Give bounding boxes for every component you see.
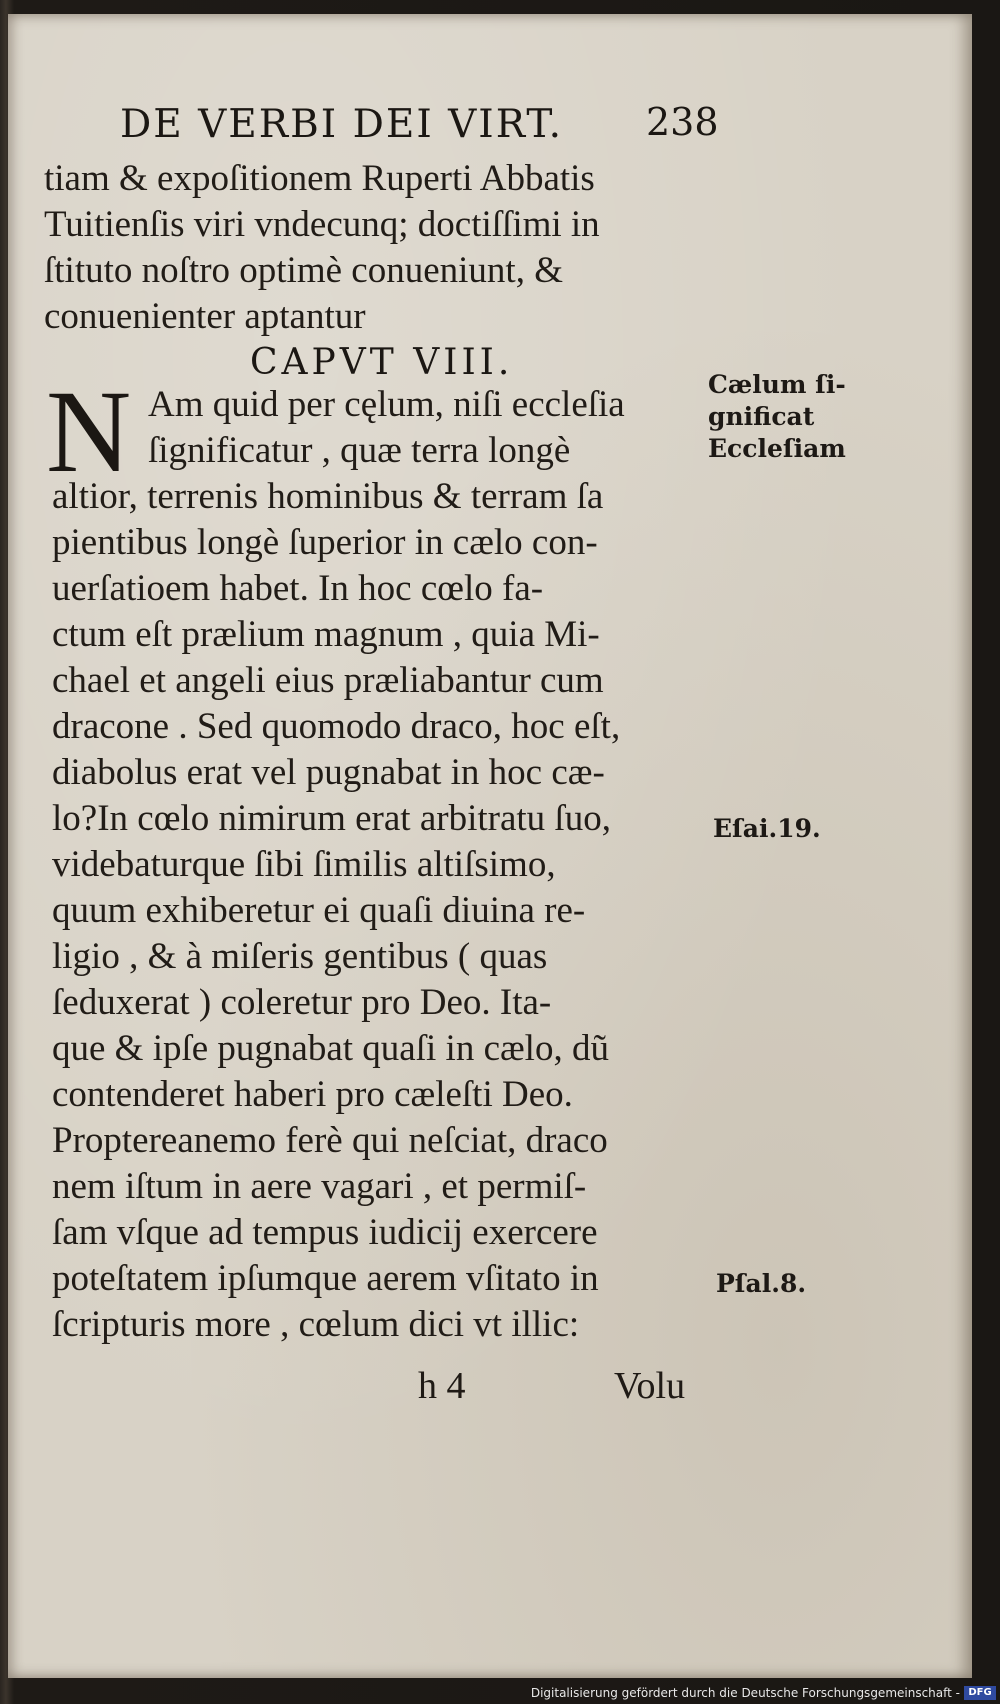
text-line: ſam vſque ad tempus iudicij exercere — [52, 1212, 598, 1253]
text-line: ſignificatur , quæ terra longè — [148, 430, 571, 471]
text-line: chael et angeli eius præliabantur cum — [52, 660, 604, 701]
margin-note-caelum — [708, 369, 846, 465]
text-line: ſcripturis more , cœlum dici vt illic: — [52, 1304, 580, 1345]
text-line: Tuitienſis viri vndecunq; doctiſſimi in — [44, 204, 600, 245]
drop-cap: N — [46, 366, 132, 497]
intro-paragraph — [44, 156, 704, 340]
text-line: contenderet haberi pro cæleſti Deo. — [52, 1074, 573, 1115]
text-line: que & ipſe pugnabat quaſi in cælo, dũ — [52, 1028, 609, 1069]
text-line: pientibus longè ſuperior in cælo con- — [52, 522, 598, 563]
text-line: uerſatioem habet. In hoc cœlo fa- — [52, 568, 544, 609]
body-paragraph — [52, 382, 712, 1348]
margin-note-line: Cælum ſi- — [708, 370, 846, 399]
text-line: ſtituto noſtro optimè conueniunt, & — [44, 250, 563, 291]
book-page — [8, 14, 972, 1678]
text-line: altior, terrenis hominibus & terram ſa — [52, 476, 604, 517]
margin-note-psal: Pſal.8. — [716, 1269, 807, 1298]
text-line: lo?In cœlo nimirum erat arbitratu ſuo, — [52, 798, 611, 839]
digitization-credit: Digitalisierung gefördert durch die Deutsche Forschungsgemeinschaft - — [530, 1686, 960, 1700]
text-line: dracone . Sed quomodo draco, hoc eſt, — [52, 706, 621, 747]
text-line: ſeduxerat ) coleretur pro Deo. Ita- — [52, 982, 552, 1023]
dfg-logo: DFG — [964, 1686, 996, 1700]
text-line: diabolus erat vel pugnabat in hoc cæ- — [52, 752, 605, 793]
text-line: nem iſtum in aere vagari , et permiſ- — [52, 1166, 587, 1207]
text-line: tiam & expoſitionem Ruperti Abbatis — [44, 158, 595, 199]
signature-mark: h 4 — [418, 1365, 466, 1407]
margin-note-line: gnificat — [708, 402, 815, 431]
chapter-heading: CAPVT VIII. — [250, 342, 514, 383]
text-line: quum exhiberetur ei quaſi diuina re- — [52, 890, 586, 931]
catchword: Volu — [614, 1365, 686, 1407]
running-title: DE VERBI DEI VIRT. — [120, 102, 564, 147]
page-number: 238 — [646, 100, 719, 144]
text-line: ctum eſt prælium magnum , quia Mi- — [52, 614, 600, 655]
text-line: videbaturque ſibi ſimilis altiſsimo, — [52, 844, 556, 885]
text-line: conuenienter aptantur — [44, 296, 366, 337]
text-line: ligio , & à miſeris gentibus ( quas — [52, 936, 548, 977]
margin-note-esai: Eſai.19. — [713, 814, 821, 843]
margin-note-line: Eccleſiam — [708, 434, 846, 463]
text-line: poteſtatem ipſumque aerem vſitato in — [52, 1258, 599, 1299]
text-line: Am quid per cęlum, niſi eccleſia — [148, 384, 625, 425]
text-line: Proptereanemo ferè qui neſciat, draco — [52, 1120, 608, 1161]
